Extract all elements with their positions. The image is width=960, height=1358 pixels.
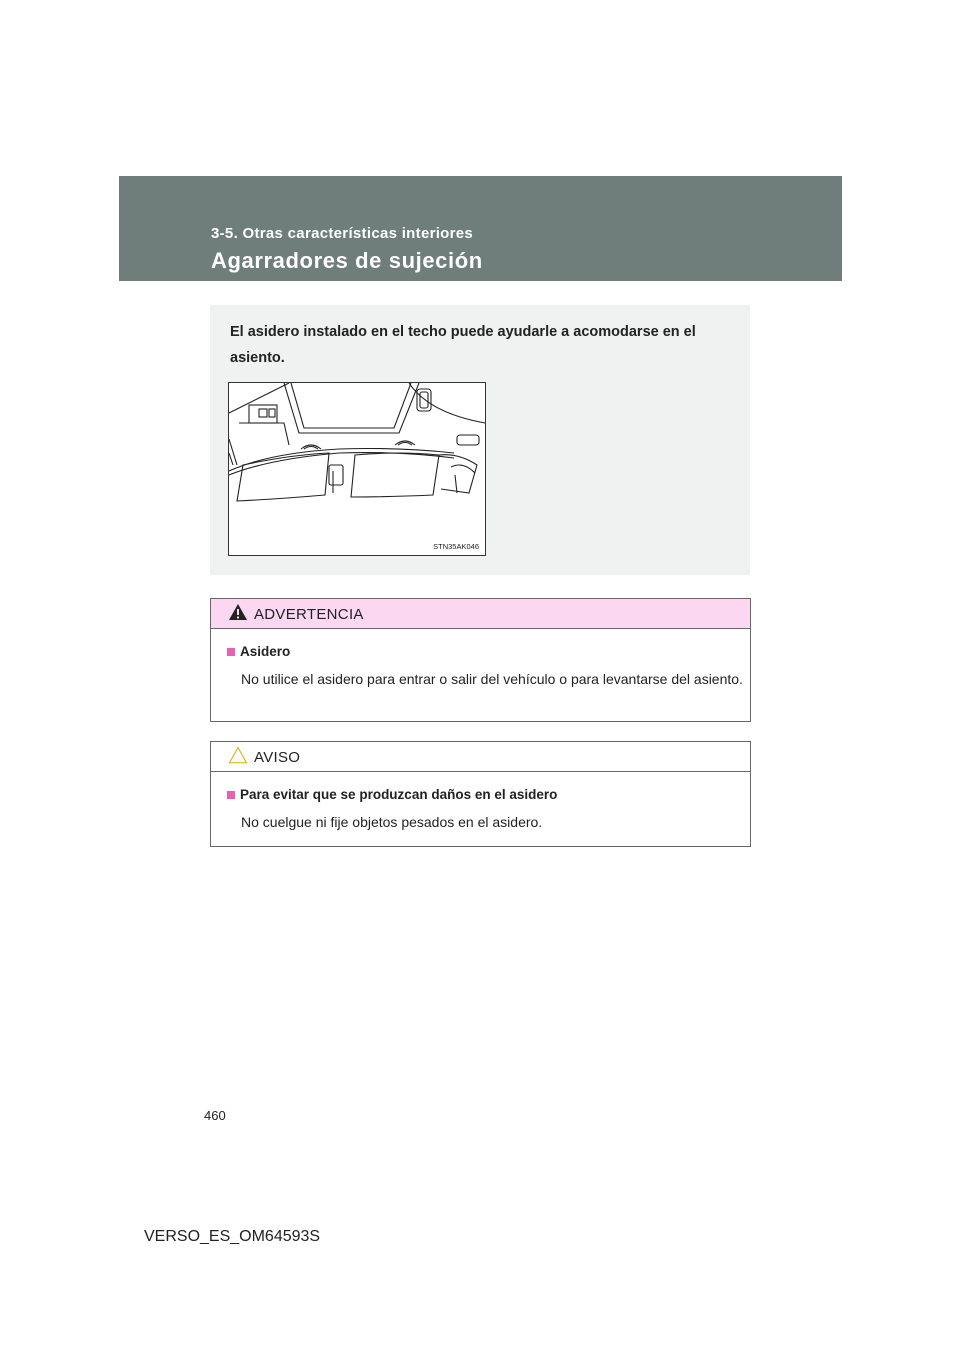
notice-body: [211, 772, 750, 846]
section-label: 3-5. Otras características interiores: [211, 225, 474, 242]
warning-item-title-text: Asidero: [240, 644, 291, 659]
intro-box: [210, 305, 750, 575]
page-number: 460: [204, 1108, 226, 1123]
document-code: VERSO_ES_OM64593S: [144, 1228, 321, 1245]
notice-header: [211, 742, 750, 772]
car-interior-drawing: [229, 383, 485, 555]
warning-header: [211, 599, 750, 629]
grab-handle-illustration: [228, 382, 486, 556]
caution-triangle-outline-icon: [228, 746, 248, 764]
header-band: [119, 176, 842, 281]
bullet-square-icon: [227, 648, 235, 656]
notice-item-text: No cuelgue ni fije objetos pesados en el asidero.: [241, 814, 543, 830]
warning-item-title: [227, 643, 744, 661]
warning-body: [211, 629, 750, 703]
notice-box: [210, 741, 751, 847]
intro-text: El asidero instalado en el techo puede ayudarle a acomodarse en el asiento.: [230, 324, 696, 366]
warning-label: ADVERTENCIA: [254, 606, 364, 623]
page-title: Agarradores de sujeción: [211, 248, 483, 273]
notice-item-title-text: Para evitar que se produzcan daños en el asidero: [240, 787, 558, 802]
bullet-square-icon: [227, 791, 235, 799]
warning-item-text: No utilice el asidero para entrar o salir del vehículo o para levantarse del asiento.: [241, 671, 743, 687]
figure-code: STN35AK046: [433, 542, 479, 551]
warning-box: [210, 598, 751, 722]
notice-label: AVISO: [254, 749, 301, 766]
warning-triangle-icon: [228, 603, 248, 621]
notice-item-title: [227, 786, 744, 804]
